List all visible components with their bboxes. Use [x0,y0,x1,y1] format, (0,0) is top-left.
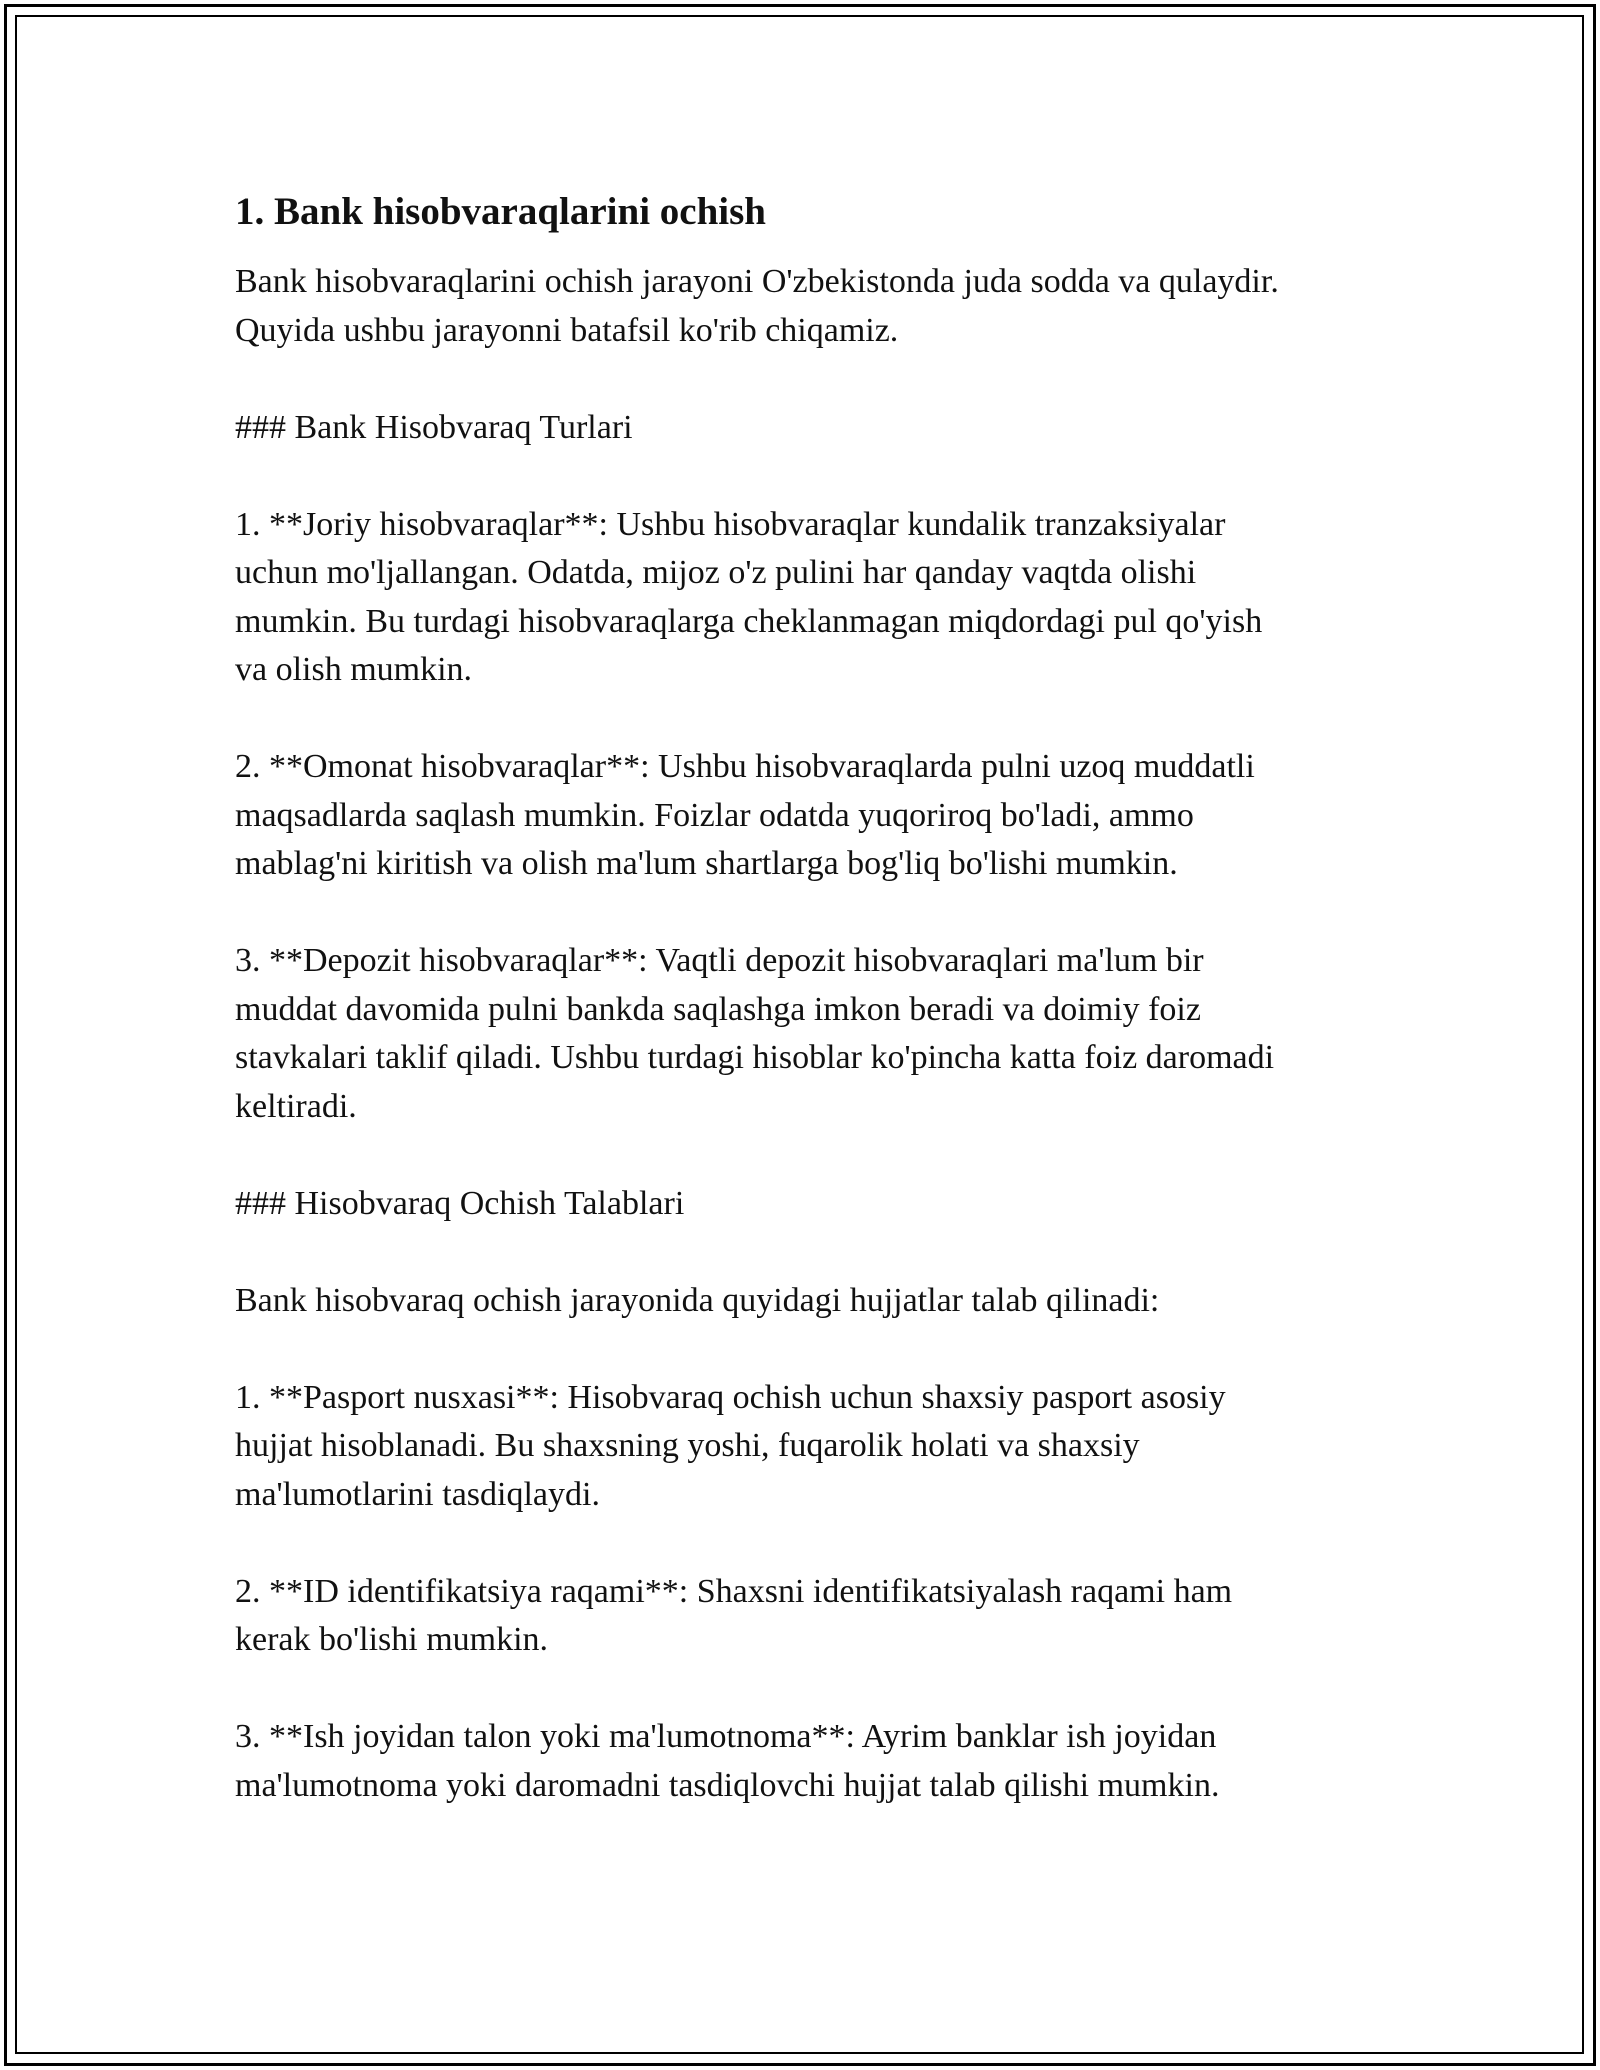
document-body [235,188,1375,1810]
paragraph-requirements-intro: Bank hisobvaraq ochish jarayonida quyidagi hujjatlar talab qilinadi: [235,1281,1160,1319]
section-heading-account-types: ### Bank Hisobvaraq Turlari [235,408,633,446]
list-item-deposit-accounts: 3. **Depozit hisobvaraqlar**: Vaqtli depozit hisobvaraqlari ma'lum bir muddat davomida pulni bankda saqlashga imkon beradi va doimiy foiz stavkalari taklif qiladi. Ushbu turdagi hisoblar ko'pincha katta foiz daromadi keltiradi. [235,942,1275,1125]
section-heading-requirements: ### Hisobvaraq Ochish Talablari [235,1184,685,1222]
list-item-passport: 1. **Pasport nusxasi**: Hisobvaraq ochish uchun shaxsiy pasport asosiy hujjat hisoblanadi. Bu shaxsning yoshi, fuqarolik holati va shaxsiy ma'lumotlarini tasdiqlaydi. [235,1378,1226,1513]
list-item-savings-accounts: 2. **Omonat hisobvaraqlar**: Ushbu hisobvaraqlarda pulni uzoq muddatli maqsadlarda saqlash mumkin. Foizlar odatda yuqoriroq bo'ladi, ammo mablag'ni kiritish va olish ma'lum shartlarga bog'liq bo'lishi mumkin. [235,748,1255,882]
list-item-current-accounts: 1. **Joriy hisobvaraqlar**: Ushbu hisobvaraqlar kundalik tranzaksiyalar uchun mo'ljallangan. Odatda, mijoz o'z pulini har qanday vaqtda olishi mumkin. Bu turdagi hisobvaraqlarga cheklanmagan miqdordagi pul qo'yish va olish mumkin. [235,505,1263,688]
paragraph-intro: Bank hisobvaraqlarini ochish jarayoni O'zbekistonda juda sodda va qulaydir. Quyida ushbu jarayonni batafsil ko'rib chiqamiz. [235,263,1279,349]
list-item-id-number: 2. **ID identifikatsiya raqami**: Shaxsni identifikatsiyalash raqami ham kerak bo'lishi mumkin. [235,1572,1233,1658]
document-title: 1. Bank hisobvaraqlarini ochish [235,190,766,233]
list-item-employment-certificate: 3. **Ish joyidan talon yoki ma'lumotnoma**: Ayrim banklar ish joyidan ma'lumotnoma yoki daromadni tasdiqlovchi hujjat talab qilishi mumkin. [235,1718,1220,1804]
